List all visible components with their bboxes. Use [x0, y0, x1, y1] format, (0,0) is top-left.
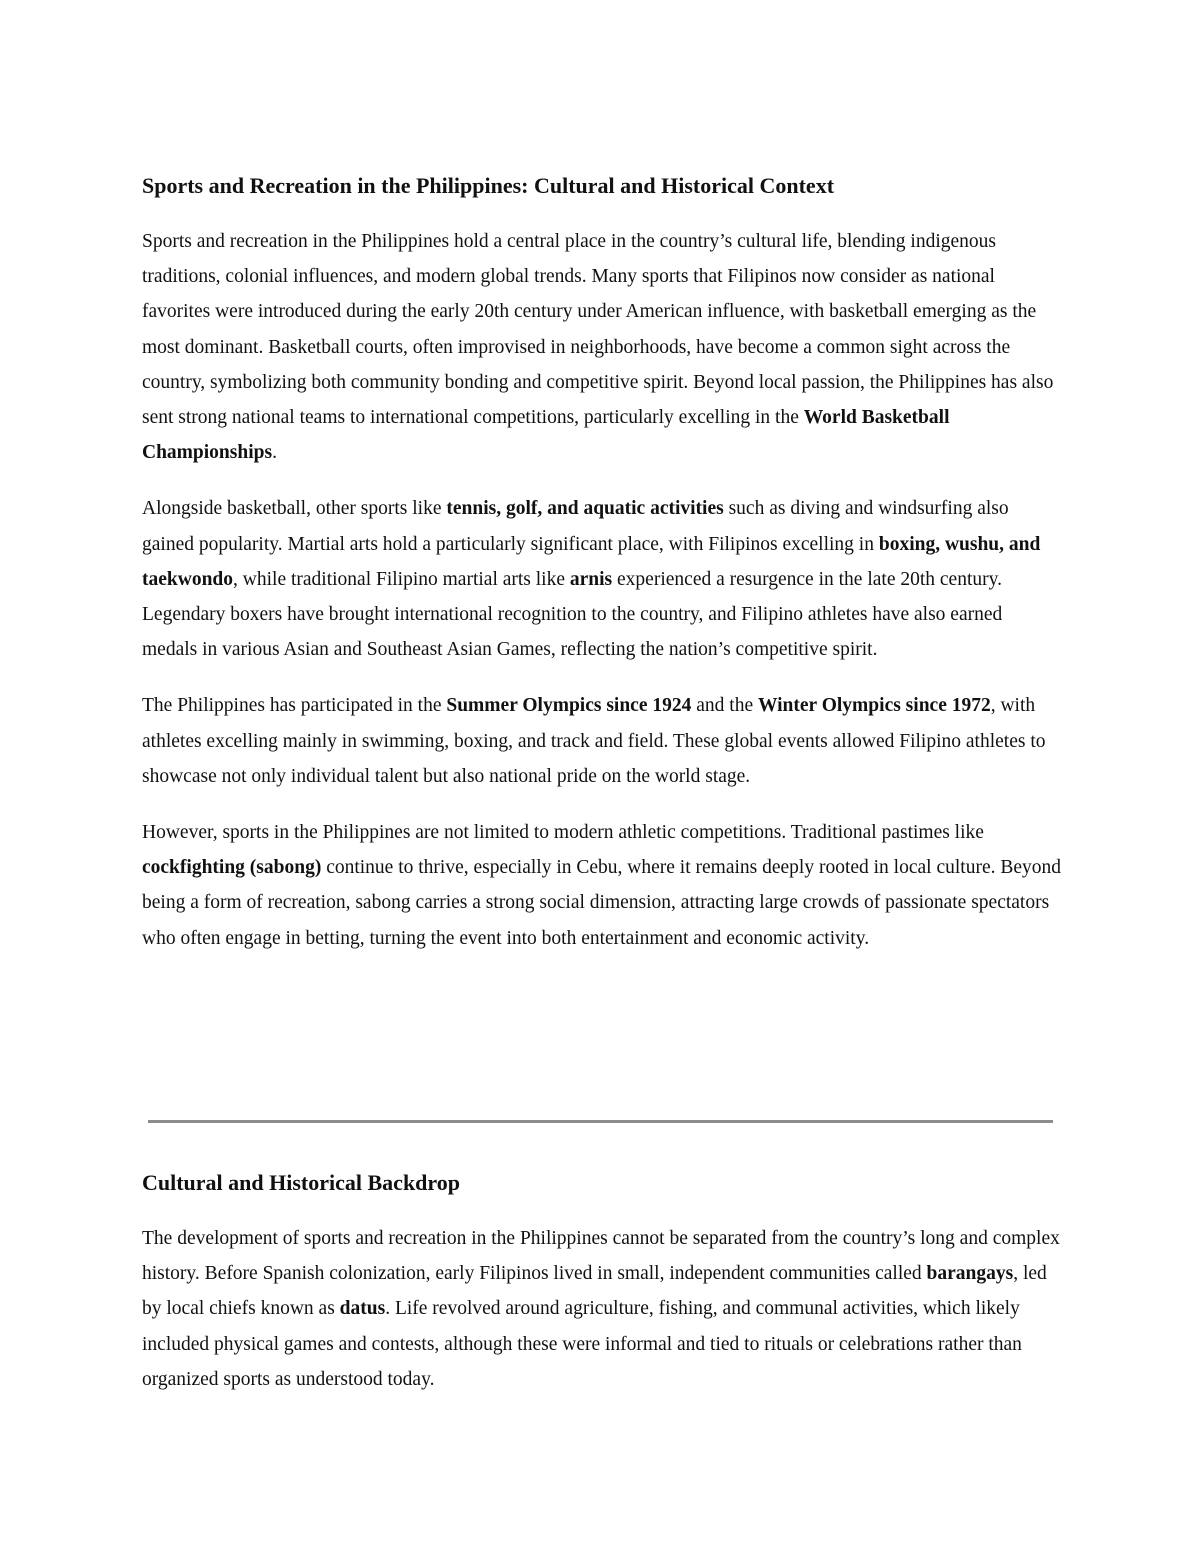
section-2-title: Cultural and Historical Backdrop	[142, 1170, 461, 1195]
document-section-2	[142, 1165, 1062, 1397]
text-span: , led by local chiefs known as	[142, 1263, 1047, 1320]
text-span: .	[272, 442, 277, 464]
text-span: , with athletes excelling mainly in swimming, boxing, and track and field. These global events allowed Filipino athletes to showcase not only individual talent but also national pride on the world stage.	[142, 695, 1046, 787]
text-span: Alongside basketball, other sports like	[142, 498, 447, 520]
text-span: . Life revolved around agriculture, fishing, and communal activities, which likely included physical games and contests, although these were informal and tied to rituals or celebrations rather than organized sports as understood today.	[142, 1298, 1022, 1390]
text-span: , while traditional Filipino martial arts like	[233, 568, 570, 590]
text-span: Sports and recreation in the Philippines hold a central place in the country’s cultural life, blending indigenous traditions, colonial influences, and modern global trends. Many sports that Filipinos now consider as national favorites were introduced during the early 20th century under American influence, with basketball emerging as the most dominant. Basketball courts, often improvised in neighborhoods, have become a common sight across the country, symbolizing both community bonding and competitive spirit. Beyond local passion, the Philippines has also sent strong national teams to international competitions, particularly excelling in the	[142, 231, 1054, 429]
bold-barangays: barangays	[926, 1263, 1014, 1285]
paragraph-other-sports	[142, 491, 1062, 667]
bold-arnis: arnis	[569, 568, 613, 590]
text-span: continue to thrive, especially in Cebu, where it remains deeply rooted in local culture. Beyond being a form of recreation, sabong carries a strong social dimension, attracting large crowds of passionate spectators who often engage in betting, turning the event into both entertainment and economic activity.	[142, 857, 1062, 949]
text-span: The Philippines has participated in the	[142, 695, 447, 717]
bold-world-basketball: World Basketball Championships	[142, 407, 950, 464]
bold-boxing-wushu: boxing, wushu, and taekwondo	[142, 533, 1041, 590]
text-span: experienced a resurgence in the late 20th century. Legendary boxers have brought international recognition to the country, and Filipino athletes have also earned medals in various Asian and Southeast Asian Games, reflecting the nation’s competitive spirit.	[142, 568, 1003, 661]
text-span: However, sports in the Philippines are not limited to modern athletic competitions. Traditional pastimes like	[142, 822, 984, 844]
paragraph-olympics	[142, 688, 1062, 794]
section-1-title: Sports and Recreation in the Philippines: Cultural and Historical Context	[142, 173, 835, 198]
bold-tennis-golf: tennis, golf, and aquatic activities	[446, 498, 724, 520]
horizontal-divider	[148, 1120, 1053, 1123]
paragraph-historical-backdrop	[142, 1221, 1062, 1397]
bold-winter-olympics: Winter Olympics since 1972	[757, 695, 991, 717]
bold-summer-olympics: Summer Olympics since 1924	[446, 695, 692, 717]
bold-cockfighting: cockfighting (sabong)	[142, 857, 322, 879]
text-span: and the	[691, 695, 758, 717]
paragraph-basketball	[142, 224, 1062, 470]
bold-datus: datus	[339, 1298, 386, 1320]
text-span: such as diving and windsurfing also gained popularity. Martial arts hold a particularly significant place, with Filipinos excelling in	[142, 498, 1009, 555]
text-span: The development of sports and recreation in the Philippines cannot be separated from the country’s long and complex history. Before Spanish colonization, early Filipinos lived in small, independent communities called	[142, 1228, 1060, 1285]
paragraph-cockfighting	[142, 815, 1062, 956]
document-section-1	[142, 168, 1062, 956]
